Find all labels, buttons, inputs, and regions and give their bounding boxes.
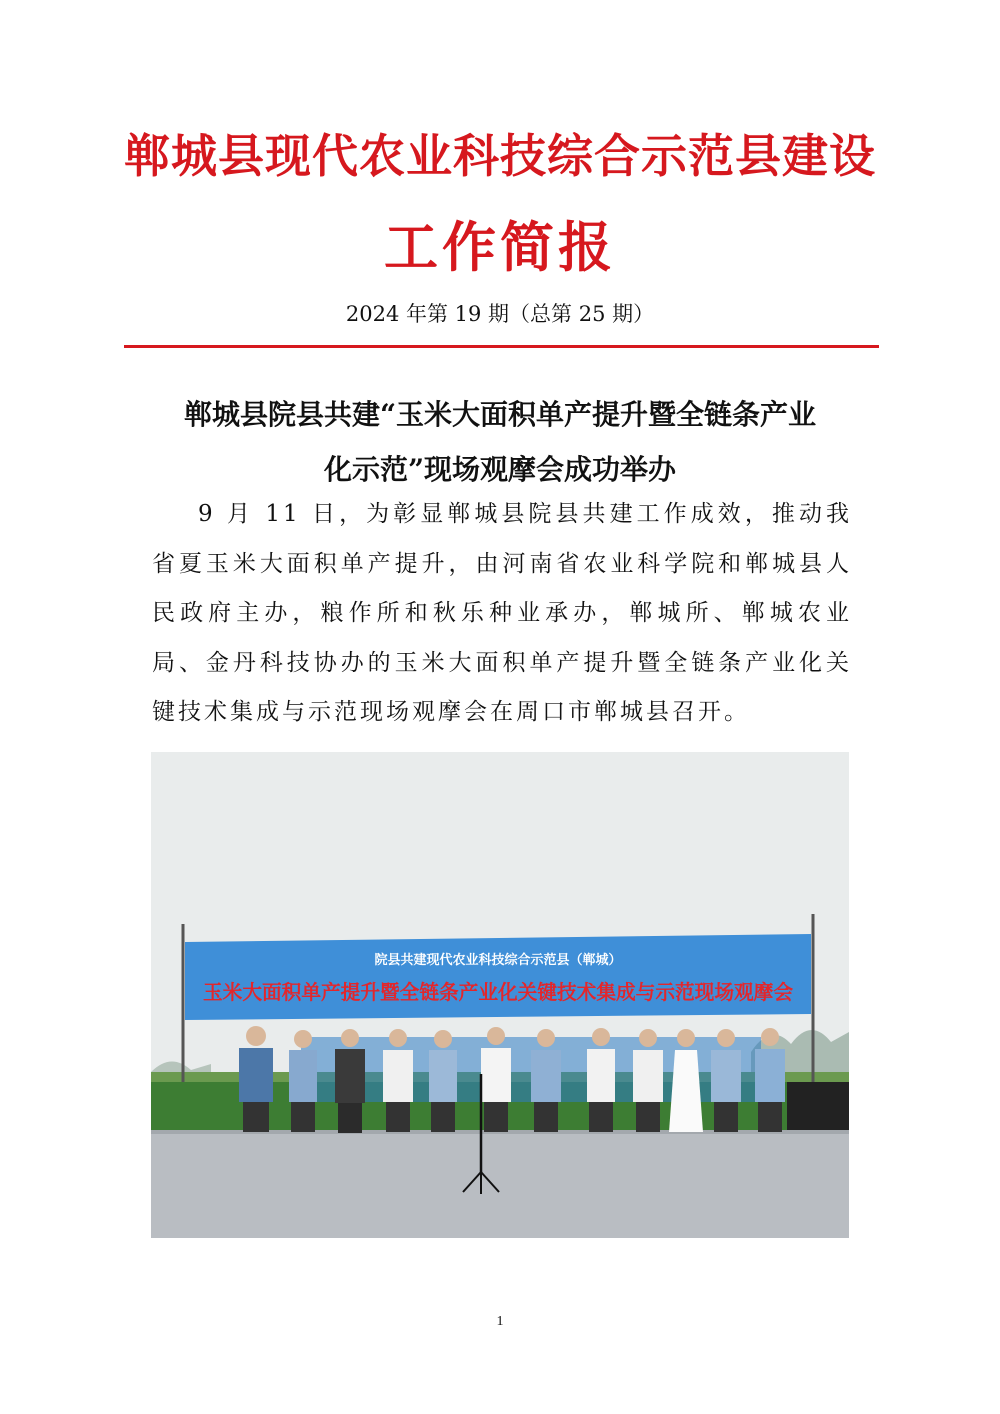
masthead-subtitle: 工作简报: [384, 215, 616, 279]
red-divider: [124, 345, 879, 348]
banner-text-top: 院县共建现代农业科技综合示范县（郸城）: [374, 953, 622, 968]
masthead-title: 郸城县现代农业科技综合示范县建设: [124, 129, 876, 183]
event-photo: [151, 752, 849, 1238]
article-title-line1: 郸城县院县共建“玉米大面积单产提升暨全链条产业: [183, 398, 817, 431]
article-paragraph: 9 月 11 日，为彰显郸城县院县共建工作成效，推动我省夏玉米大面积单产提升，由河南省农业科学院和郸城县人民政府主办，粮作所和秋乐种业承办，郸城所、郸城农业局、金丹科技协办的玉米大面积单产提升暨全链条产业化关键技术集成与示范现场观摩会在周口市郸城县召开。: [152, 501, 852, 725]
article-title-line2: 化示范”现场观摩会成功举办: [323, 453, 677, 486]
banner-text-main: 玉米大面积单产提升暨全链条产业化关键技术集成与示范现场观摩会: [203, 980, 793, 1004]
page-number: 1: [496, 1314, 504, 1329]
issue-number: 2024 年第 19 期（总第 25 期）: [345, 302, 655, 326]
